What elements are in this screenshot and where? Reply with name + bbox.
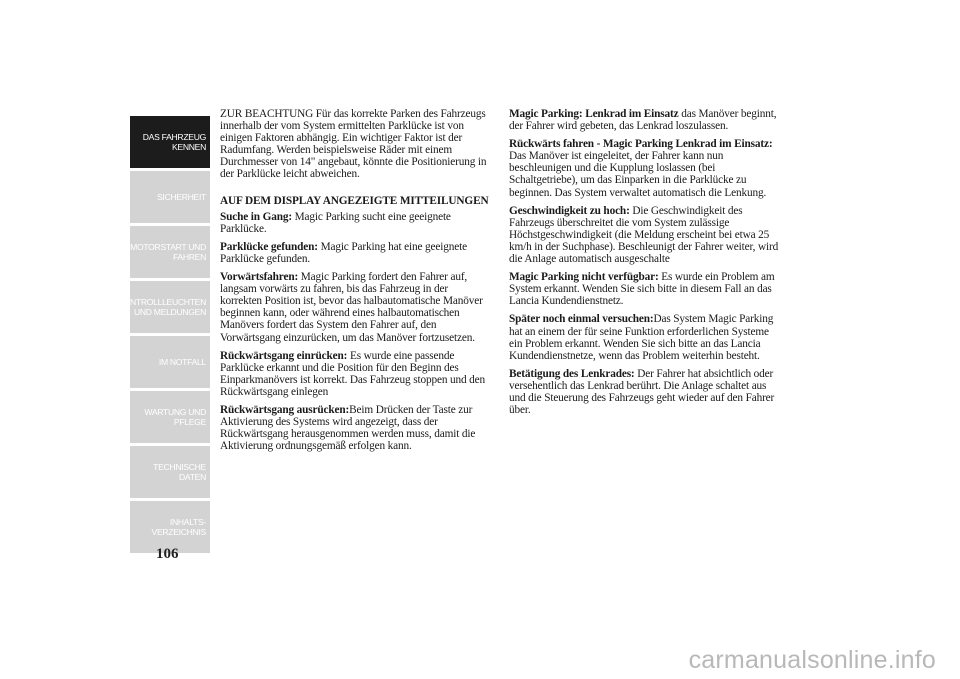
tab-kontrollleuchten[interactable]: KONTROLLLEUCHTEN UND MELDUNGEN bbox=[130, 281, 210, 333]
message-item bbox=[509, 205, 781, 265]
message-text: Das Manöver ist eingeleitet, der Fahrer kann nun beschleunigen und die Kupplung loslassen (bei Schaltgetriebe), um das Einparken in die Parklücke zu beginnen. Das System verwaltet automatisch die Lenkung. bbox=[509, 150, 767, 199]
message-term: Suche in Gang: bbox=[220, 210, 292, 223]
message-item bbox=[220, 271, 492, 344]
tab-das-fahrzeug-kennen[interactable]: DAS FAHRZEUG KENNEN bbox=[130, 116, 210, 168]
message-item bbox=[220, 241, 492, 265]
section-heading: AUF DEM DISPLAY ANGEZEIGTE MITTEILUNGEN bbox=[220, 194, 489, 207]
message-term: Später noch einmal versuchen: bbox=[509, 313, 654, 326]
page-number: 106 bbox=[156, 546, 179, 562]
chapter-tabs bbox=[118, 116, 210, 556]
message-text: das Manöver beginnt, der Fahrer wird gebeten, das Lenkrad loszulassen. bbox=[509, 108, 777, 133]
message-item bbox=[220, 211, 492, 235]
message-term: Magic Parking nicht verfügbar: bbox=[509, 271, 659, 284]
message-term: Rückwärtsgang einrücken: bbox=[220, 349, 348, 362]
message-item bbox=[509, 368, 781, 416]
message-term: Betätigung des Lenkrades: bbox=[509, 367, 635, 380]
tab-motorstart-und-fahren[interactable]: MOTORSTART UND FAHREN bbox=[130, 226, 210, 278]
message-text: Beim Drücken der Taste zur Aktivierung des Systems wird angezeigt, dass der Rückwärtsgang herausgenommen werden muss, damit die Aktivierung ordnungsgemäß erfolgen kann. bbox=[220, 403, 476, 453]
message-item bbox=[509, 271, 781, 307]
message-text: Magic Parking hat eine geeignete Parklücke gefunden. bbox=[220, 240, 467, 265]
message-item bbox=[509, 138, 781, 198]
right-column bbox=[509, 108, 781, 422]
message-text: Magic Parking fordert den Fahrer auf, langsam vorwärts zu fahren, bis das Fahrzeug in der korrekten Position ist, bevor das halbautomatische Manöver beginnen kann, oder während eines halbautomatischen Manövers fordert das System den Fahrer auf, den Vorwärtsgang einzurücken, um das Manöver fortzusetzen. bbox=[220, 271, 483, 344]
message-text: Das System Magic Parking hat an einem der für seine Funktion erforderlichen Systeme ein Problem erkannt. Wenden Sie sich bitte an das Lancia Kundendienstnetze, wenn das Problem weiterhin besteht. bbox=[509, 313, 774, 362]
message-term: Magic Parking: Lenkrad im Einsatz bbox=[509, 108, 679, 120]
message-term: Parklücke gefunden: bbox=[220, 240, 318, 253]
tab-im-notfall[interactable]: IM NOTFALL bbox=[130, 336, 210, 388]
note-paragraph: ZUR BEACHTUNG Für das korrekte Parken des Fahrzeugs innerhalb der vom System ermittelten Parklücke ist von einigen Faktoren abhängig. Ein wichtiger Faktor ist der Radumfang. Werden beispielsweise Räder mit einem Durchmesser von 14" angebaut, könnte die Positionierung in der Parklücke leicht abweichen. bbox=[220, 108, 487, 181]
message-item bbox=[509, 108, 781, 132]
message-item bbox=[509, 313, 781, 361]
message-text: Magic Parking sucht eine geeignete Parklücke. bbox=[220, 210, 451, 235]
message-item bbox=[220, 404, 492, 452]
tab-technische-daten[interactable]: TECHNISCHE DATEN bbox=[130, 446, 210, 498]
tab-sicherheit[interactable]: SICHERHEIT bbox=[130, 171, 210, 223]
message-term: Rückwärtsgang ausrücken: bbox=[220, 403, 350, 416]
message-text: Der Fahrer hat absichtlich oder versehentlich das Lenkrad berührt. Die Anlage schaltet aus und die Steuerung des Fahrzeugs geht wieder auf den Fahrer über. bbox=[509, 367, 775, 417]
message-text: Es wurde eine passende Parklücke erkannt und die Position für den Beginn des Einparkmanövers ist korrekt. Das Fahrzeug stoppen und den Rückwärtsgang einlegen bbox=[220, 349, 486, 398]
message-item bbox=[220, 350, 492, 398]
message-text: Es wurde ein Problem am System erkannt. Wenden Sie sich bitte in diesem Fall an das Lancia Kundendienstnetz. bbox=[509, 271, 775, 308]
tab-wartung-und-pflege[interactable]: WARTUNG UND PFLEGE bbox=[130, 391, 210, 443]
message-term: Rückwärts fahren - Magic Parking Lenkrad im Einsatz: bbox=[509, 138, 773, 151]
message-text: Die Geschwindigkeit des Fahrzeugs überschreitet die vom System zulässige Höchstgeschwindigkeit (die Meldung erscheint bei etwa 25 km/h in der Suchphase). Beschleunigt der Fahrer weiter, wird die Anlage automatisch ausgeschalte bbox=[509, 204, 779, 266]
message-term: Geschwindigkeit zu hoch: bbox=[509, 204, 630, 217]
message-term: Vorwärtsfahren: bbox=[220, 271, 299, 284]
tab-inhaltsverzeichnis[interactable]: INHALTS- VERZEICHNIS bbox=[130, 501, 210, 553]
left-column bbox=[220, 108, 492, 458]
watermark: carmanualsonline.info bbox=[688, 646, 936, 674]
